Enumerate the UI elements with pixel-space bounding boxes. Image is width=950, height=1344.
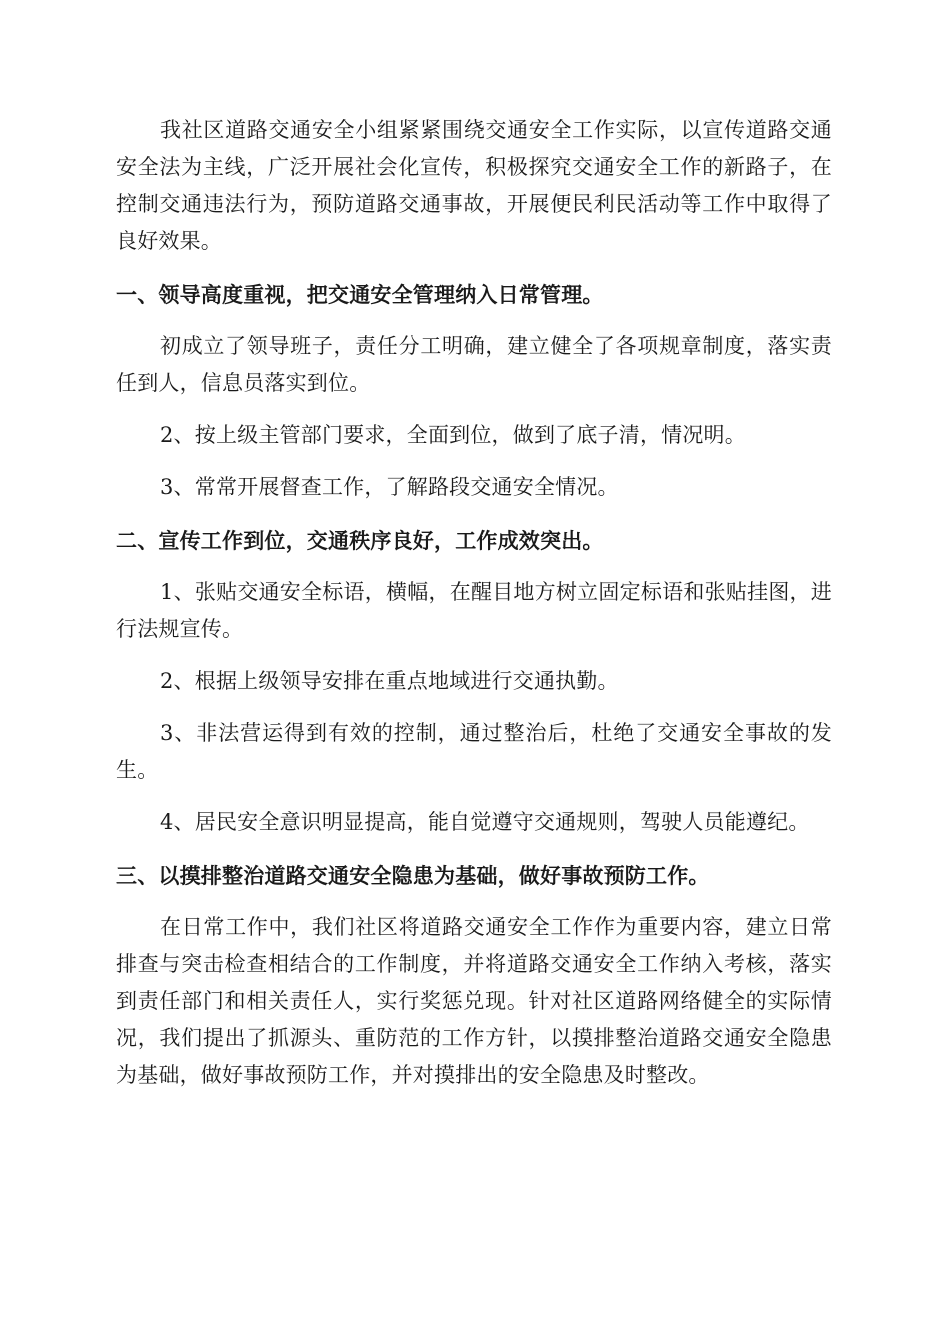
section-2-paragraph-3: 3、非法营运得到有效的控制，通过整治后，杜绝了交通安全事故的发生。 xyxy=(116,721,832,782)
section-1-paragraph-2: 2、按上级主管部门要求，全面到位，做到了底子清，情况明。 xyxy=(160,423,746,447)
section-1-paragraph-1: 初成立了领导班子，责任分工明确，建立健全了各项规章制度，落实责任到人，信息员落实到位。 xyxy=(116,334,832,395)
section-2-paragraph-1: 1、张贴交通安全标语，横幅，在醒目地方树立固定标语和张贴挂图，进行法规宣传。 xyxy=(116,580,832,641)
section-2-paragraph-2: 2、根据上级领导安排在重点地域进行交通执勤。 xyxy=(160,669,619,693)
section-2-heading: 二、宣传工作到位，交通秩序良好，工作成效突出。 xyxy=(116,528,604,553)
section-1-paragraph-3: 3、常常开展督查工作，了解路段交通安全情况。 xyxy=(160,475,619,499)
section-2-paragraph-4: 4、居民安全意识明显提高，能自觉遵守交通规则，驾驶人员能遵纪。 xyxy=(160,810,810,834)
section-3-heading: 三、以摸排整治道路交通安全隐患为基础，做好事故预防工作。 xyxy=(116,863,710,888)
document-body xyxy=(116,112,832,1094)
section-3-paragraph-1: 在日常工作中，我们社区将道路交通安全工作作为重要内容，建立日常排查与突击检查相结合的工作制度，并将道路交通安全工作纳入考核，落实到责任部门和相关责任人，实行奖惩兑现。针对社区道路网络健全的实际情况，我们提出了抓源头、重防范的工作方针，以摸排整治道路交通安全隐患为基础，做好事故预防工作，并对摸排出的安全隐患及时整改。 xyxy=(116,915,832,1087)
section-1-heading: 一、领导高度重视，把交通安全管理纳入日常管理。 xyxy=(116,282,604,307)
intro-paragraph: 我社区道路交通安全小组紧紧围绕交通安全工作实际，以宣传道路交通安全法为主线，广泛开展社会化宣传，积极探究交通安全工作的新路子，在控制交通违法行为，预防道路交通事故，开展便民利民活动等工作中取得了良好效果。 xyxy=(116,118,832,253)
